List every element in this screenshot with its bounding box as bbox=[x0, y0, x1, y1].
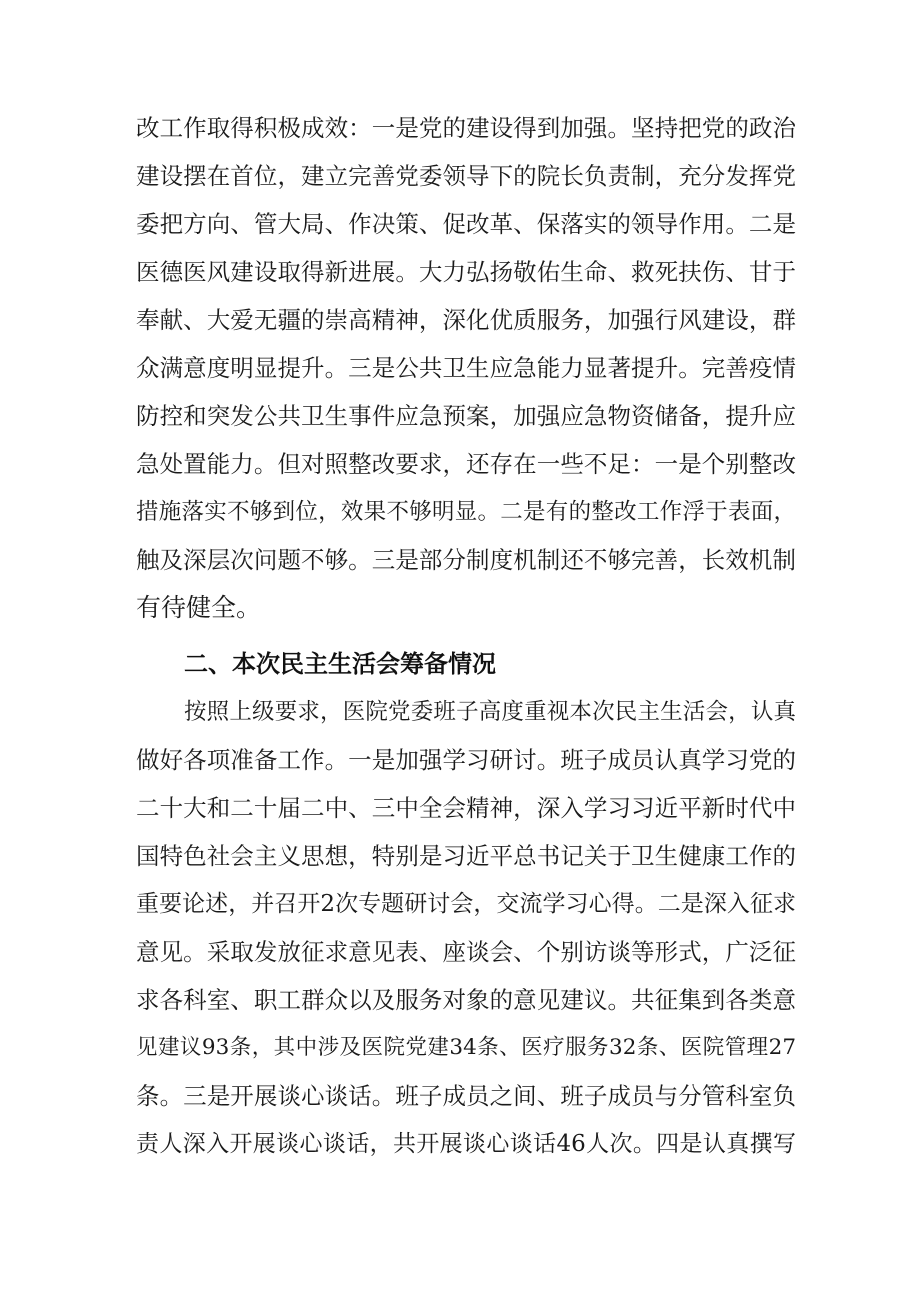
text-line: 见建议93条，其中涉及医院党建34条、医疗服务32条、医院管理27 bbox=[136, 1035, 796, 1060]
text-line: 国特色社会主义思想，特别是习近平总书记关于卫生健康工作的 bbox=[136, 842, 796, 870]
text-line: 医德医风建设取得新进展。大力弘扬敬佑生命、救死扶伤、甘于 bbox=[136, 258, 796, 286]
text-line: 触及深层次问题不够。三是部分制度机制还不够完善，长效机制 bbox=[136, 546, 796, 574]
text-line: 委把方向、管大局、作决策、促改革、保落实的领导作用。二是 bbox=[136, 210, 796, 238]
text-line: 二十大和二十届二中、三中全会精神，深入学习习近平新时代中 bbox=[136, 794, 796, 822]
section-heading: 二、本次民主生活会筹备情况 bbox=[184, 650, 496, 678]
text-line: 意见。采取发放征求意见表、座谈会、个别访谈等形式，广泛征 bbox=[136, 938, 796, 966]
text-line: 责人深入开展谈心谈话，共开展谈心谈话46人次。四是认真撰写 bbox=[136, 1131, 796, 1157]
text-line: 条。三是开展谈心谈话。班子成员之间、班子成员与分管科室负 bbox=[136, 1082, 796, 1110]
text-line: 求各科室、职工群众以及服务对象的意见建议。共征集到各类意 bbox=[136, 986, 796, 1014]
text-line: 重要论述，并召开2次专题研讨会，交流学习心得。二是深入征求 bbox=[136, 891, 796, 917]
text-line: 急处置能力。但对照整改要求，还存在一些不足：一是个别整改 bbox=[136, 450, 796, 478]
text-line: 措施落实不够到位，效果不够明显。二是有的整改工作浮于表面， bbox=[136, 499, 796, 525]
text-line: 建设摆在首位，建立完善党委领导下的院长负责制，充分发挥党 bbox=[136, 162, 796, 190]
text-line: 奉献、大爱无疆的崇高精神，深化优质服务，加强行风建设，群 bbox=[136, 306, 796, 334]
text-line: 改工作取得积极成效：一是党的建设得到加强。坚持把党的政治 bbox=[136, 114, 796, 142]
text-line: 众满意度明显提升。三是公共卫生应急能力显著提升。完善疫情 bbox=[136, 354, 796, 382]
text-line: 有待健全。 bbox=[136, 593, 262, 622]
text-line: 做好各项准备工作。一是加强学习研讨。班子成员认真学习党的 bbox=[136, 746, 796, 774]
text-line: 防控和突发公共卫生事件应急预案，加强应急物资储备，提升应 bbox=[136, 402, 796, 430]
text-line: 按照上级要求，医院党委班子高度重视本次民主生活会，认真 bbox=[184, 699, 796, 725]
